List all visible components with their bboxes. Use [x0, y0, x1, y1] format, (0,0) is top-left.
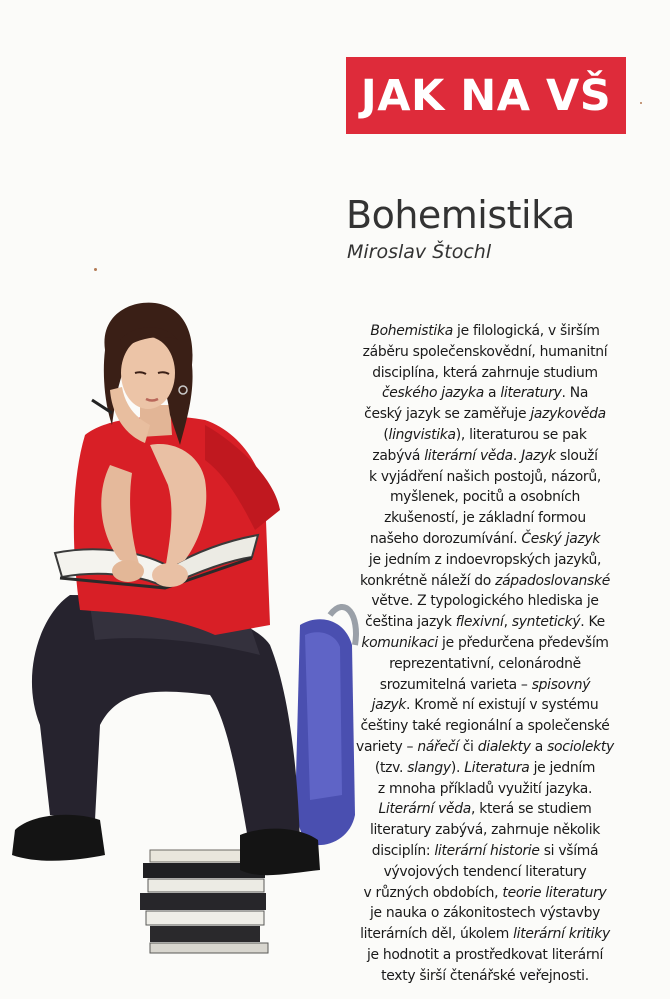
emphasized-term: lingvistika: [388, 426, 456, 443]
emphasized-term: jazykověda: [530, 406, 606, 423]
text-run: srozumitelná varieta –: [379, 676, 532, 693]
emphasized-term: Bohemistika: [370, 323, 453, 339]
emphasized-term: Literatura: [464, 759, 530, 776]
text-run: je předurčena především: [437, 634, 609, 651]
text-run: reprezentativní, celonárodně: [389, 655, 581, 672]
emphasized-term: syntetický: [511, 614, 581, 631]
text-run: disciplína, která zahrnuje studium: [372, 364, 598, 381]
article-line: [326, 695, 644, 716]
text-run: vývojových tendencí literatury: [383, 863, 587, 880]
text-run: český jazyk se zaměřuje: [364, 406, 531, 423]
article-line: [326, 716, 644, 737]
article-body: [326, 321, 644, 987]
text-run: literárních děl, úkolem: [360, 926, 514, 943]
text-run: . Ke: [580, 614, 605, 631]
text-run: češtiny také regionální a společenské: [360, 718, 610, 735]
article-line: [326, 321, 644, 342]
article-line: [326, 758, 644, 779]
text-run: disciplín:: [371, 842, 435, 859]
text-run: zkušeností, je základní formou: [384, 510, 586, 527]
emphasized-term: teorie literatury: [502, 884, 607, 901]
text-run: z mnoha příkladů využití jazyka.: [377, 780, 593, 797]
text-run: je filologická, v širším: [452, 323, 600, 339]
text-run: ), literaturou se pak: [455, 426, 587, 443]
emphasized-term: Jazyk: [521, 447, 556, 464]
text-run: k vyjádření našich postojů, názorů,: [369, 468, 601, 485]
text-run: .: [512, 447, 522, 464]
article-line: [326, 425, 644, 446]
article-line: [326, 820, 644, 841]
emphasized-term: západoslovanské: [495, 572, 610, 589]
emphasized-term: jazyk: [371, 697, 407, 714]
emphasized-term: spisovný: [531, 676, 591, 693]
article-line: [326, 945, 644, 966]
article-line: [326, 529, 644, 550]
article-line: [326, 446, 644, 467]
paper-speck: [640, 102, 642, 104]
article-line: [326, 363, 644, 384]
article-line: [326, 841, 644, 862]
emphasized-term: Literární věda: [378, 801, 471, 818]
text-run: a: [483, 385, 501, 402]
article-line: [326, 508, 644, 529]
text-run: našeho dorozumívání.: [369, 530, 522, 547]
article-line: [326, 675, 644, 696]
article-line: [326, 799, 644, 820]
article-line: [326, 487, 644, 508]
article-line: [326, 737, 644, 758]
text-run: je jedním z indoevropských jazyků,: [368, 551, 602, 568]
section-label: JAK NA VŠ: [360, 70, 612, 121]
article-line: [326, 779, 644, 800]
text-run: a: [530, 738, 548, 755]
article-line: [326, 612, 644, 633]
text-run: ,: [503, 614, 512, 631]
article-author: Miroslav Štochl: [347, 241, 492, 263]
emphasized-term: slangy: [407, 759, 451, 776]
text-run: texty širší čtenářské veřejnosti.: [381, 967, 589, 984]
text-run: literatury zabývá, zahrnuje několik: [369, 822, 601, 839]
text-run: je hodnotit a prostředkovat literární: [366, 946, 604, 963]
article-line: [326, 467, 644, 488]
article-title: Bohemistika: [346, 193, 575, 237]
article-line: [326, 342, 644, 363]
article-line: [326, 633, 644, 654]
emphasized-term: literární historie: [434, 842, 540, 859]
emphasized-term: dialekty: [477, 738, 531, 755]
article-line: [326, 404, 644, 425]
student-reading-photo: [0, 295, 360, 980]
text-run: je jedním: [529, 759, 596, 776]
paper-speck: [94, 268, 97, 271]
text-run: si všímá: [539, 842, 599, 859]
emphasized-term: flexivní: [455, 614, 504, 631]
emphasized-term: literatury: [500, 385, 562, 402]
emphasized-term: českého jazyka: [381, 385, 484, 402]
text-run: . Na: [561, 385, 589, 402]
article-line: [326, 383, 644, 404]
emphasized-term: sociolekty: [547, 738, 614, 755]
article-line: [326, 862, 644, 883]
emphasized-term: nářečí: [417, 738, 459, 755]
text-run: konkrétně náleží do: [360, 572, 496, 589]
text-run: (: [383, 426, 389, 443]
text-run: slouží: [555, 447, 598, 464]
article-line: [326, 903, 644, 924]
article-line: [326, 654, 644, 675]
emphasized-term: Český jazyk: [521, 530, 601, 547]
text-run: je nauka o zákonitostech výstavby: [369, 905, 601, 922]
emphasized-term: literární kritiky: [513, 926, 610, 943]
article-line: [326, 571, 644, 592]
text-run: větve. Z typologického hlediska je: [371, 593, 599, 610]
text-run: v různých obdobích,: [363, 884, 503, 901]
article-line: [326, 550, 644, 571]
text-run: či: [458, 738, 478, 755]
text-run: variety –: [356, 738, 418, 755]
emphasized-term: komunikaci: [361, 634, 438, 651]
text-run: . Kromě ní existují v systému: [406, 697, 599, 714]
text-run: čeština jazyk: [365, 614, 456, 631]
text-run: (tzv.: [374, 759, 408, 776]
text-run: ).: [450, 759, 465, 776]
article-line: [326, 966, 644, 987]
section-banner: [346, 57, 626, 134]
text-run: záběru společenskovědní, humanitní: [362, 343, 608, 360]
text-run: myšlenek, pocitů a osobních: [389, 489, 581, 506]
article-line: [326, 924, 644, 945]
article-line: [326, 883, 644, 904]
text-run: zabývá: [372, 447, 425, 464]
text-run: , která se studiem: [470, 801, 592, 818]
emphasized-term: literární věda: [424, 447, 513, 464]
article-line: [326, 591, 644, 612]
